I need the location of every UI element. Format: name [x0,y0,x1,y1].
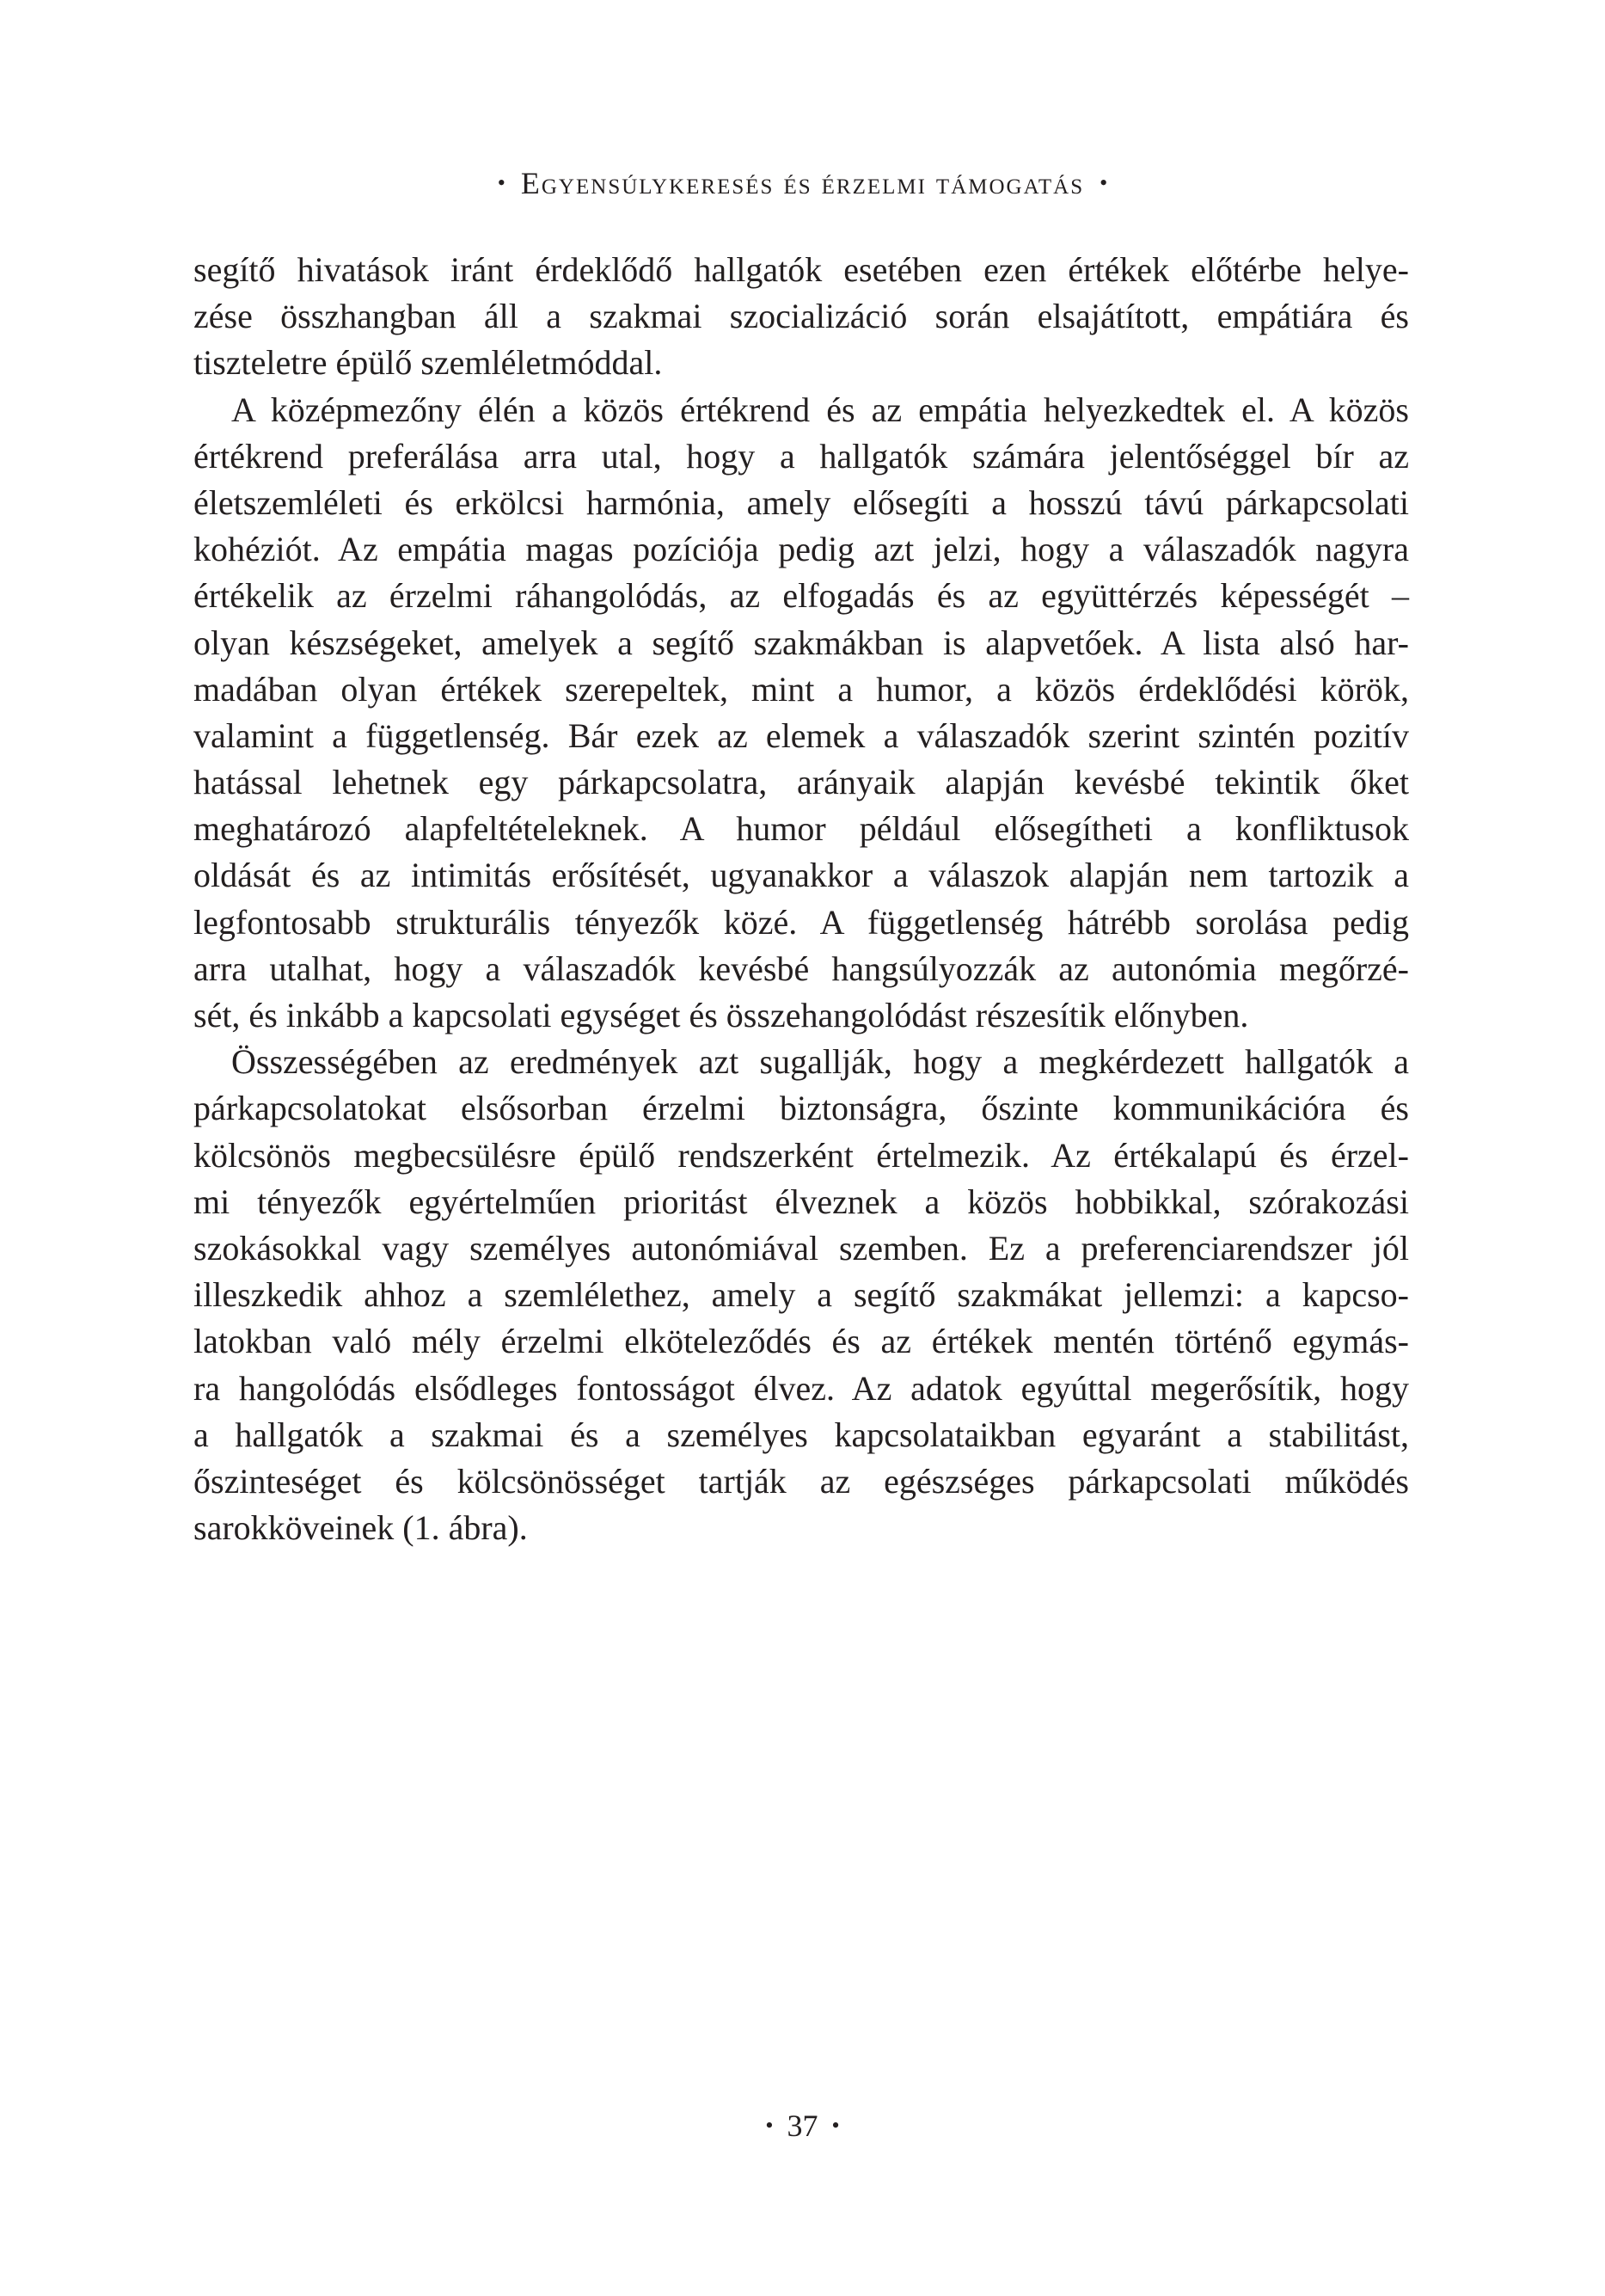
body-line: sét, és inkább a kapcsolati egységet és összehangolódást részesítik előnyben. [193,996,1249,1034]
body-line: olyan készségeket, amelyek a segítő szakmákban is alapvetőek. A lista alsó har- [193,623,1409,662]
body-line: Összességében az eredmények azt sugallják, hogy a megkérdezett hallgatók a [231,1042,1409,1082]
body-line: illeszkedik ahhoz a szemlélethez, amely a segítő szakmákat jellemzi: a kapcso- [193,1275,1409,1315]
body-line: segítő hivatások iránt érdeklődő hallgatók esetében ezen értékek előtérbe helye- [193,250,1409,289]
body-line: oldását és az intimitás erősítését, ugyanakkor a válaszok alapján nem tartozik a [193,856,1409,895]
header-ornament-left: • [497,170,505,195]
body-line: zése összhangban áll a szakmai szocializáció során elsajátított, empátiára és [193,297,1409,336]
paragraph [193,387,1409,1040]
body-line: értékelik az érzelmi ráhangolódás, az elfogadás és az együttérzés képességét – [193,576,1409,616]
body-line: meghatározó alapfeltételeknek. A humor például elősegítheti a konfliktusok [193,809,1409,849]
running-header [0,164,1605,202]
footer-ornament-left: • [765,2113,774,2138]
body-line: őszinteséget és kölcsönösséget tartják az egészséges párkapcsolati működés [193,1461,1409,1501]
page-number-footer [0,2107,1605,2145]
body-line: értékrend preferálása arra utal, hogy a hallgatók számára jelentőséggel bír az [193,436,1409,476]
body-line: szokásokkal vagy személyes autonómiával szemben. Ez a preferenciarendszer jól [193,1228,1409,1268]
body-text [193,247,1409,1551]
page-number: 37 [787,2109,818,2143]
body-line: tiszteletre épülő szemléletmóddal. [193,343,663,383]
body-line: A középmezőny élén a közös értékrend és az empátia helyezkedtek el. A közös [231,390,1409,429]
body-line: ra hangolódás elsődleges fontosságot élvez. Az adatok egyúttal megerősítik, hogy [193,1368,1409,1408]
body-line: mi tényezők egyértelműen prioritást élveznek a közös hobbikkal, szórakozási [193,1182,1409,1221]
header-ornament-right: • [1100,170,1108,195]
body-line: életszemléleti és erkölcsi harmónia, amely elősegíti a hosszú távú párkapcsolati [193,482,1409,522]
body-line: sarokköveinek (1. ábra). [193,1508,528,1548]
body-line: latokban való mély érzelmi elköteleződés és az értékek mentén történő egymás- [193,1322,1409,1361]
body-line: kohéziót. Az empátia magas pozíciója pedig azt jelzi, hogy a válaszadók nagyra [193,530,1409,569]
paragraph [193,1039,1409,1551]
body-line: madában olyan értékek szerepeltek, mint a humor, a közös érdeklődési körök, [193,669,1409,709]
body-line: a hallgatók a szakmai és a személyes kapcsolataikban egyaránt a stabilitást, [193,1415,1409,1454]
body-line: arra utalhat, hogy a válaszadók kevésbé hangsúlyozzák az autonómia megőrzé- [193,948,1409,988]
paragraph [193,247,1409,387]
body-line: kölcsönös megbecsülésre épülő rendszerként értelmezik. Az értékalapú és érzel- [193,1135,1409,1175]
body-line: hatással lehetnek egy párkapcsolatra, arányaik alapján kevésbé tekintik őket [193,763,1409,802]
body-line: legfontosabb strukturális tényezők közé. A függetlenség hátrébb sorolása pedig [193,902,1409,942]
footer-ornament-right: • [831,2113,840,2138]
running-header-title: Egyensúlykeresés és érzelmi támogatás [520,166,1085,200]
body-line: valamint a függetlenség. Bár ezek az elemek a válaszadók szerint szintén pozitív [193,715,1409,755]
body-line: párkapcsolatokat elsősorban érzelmi biztonságra, őszinte kommunikációra és [193,1089,1409,1128]
